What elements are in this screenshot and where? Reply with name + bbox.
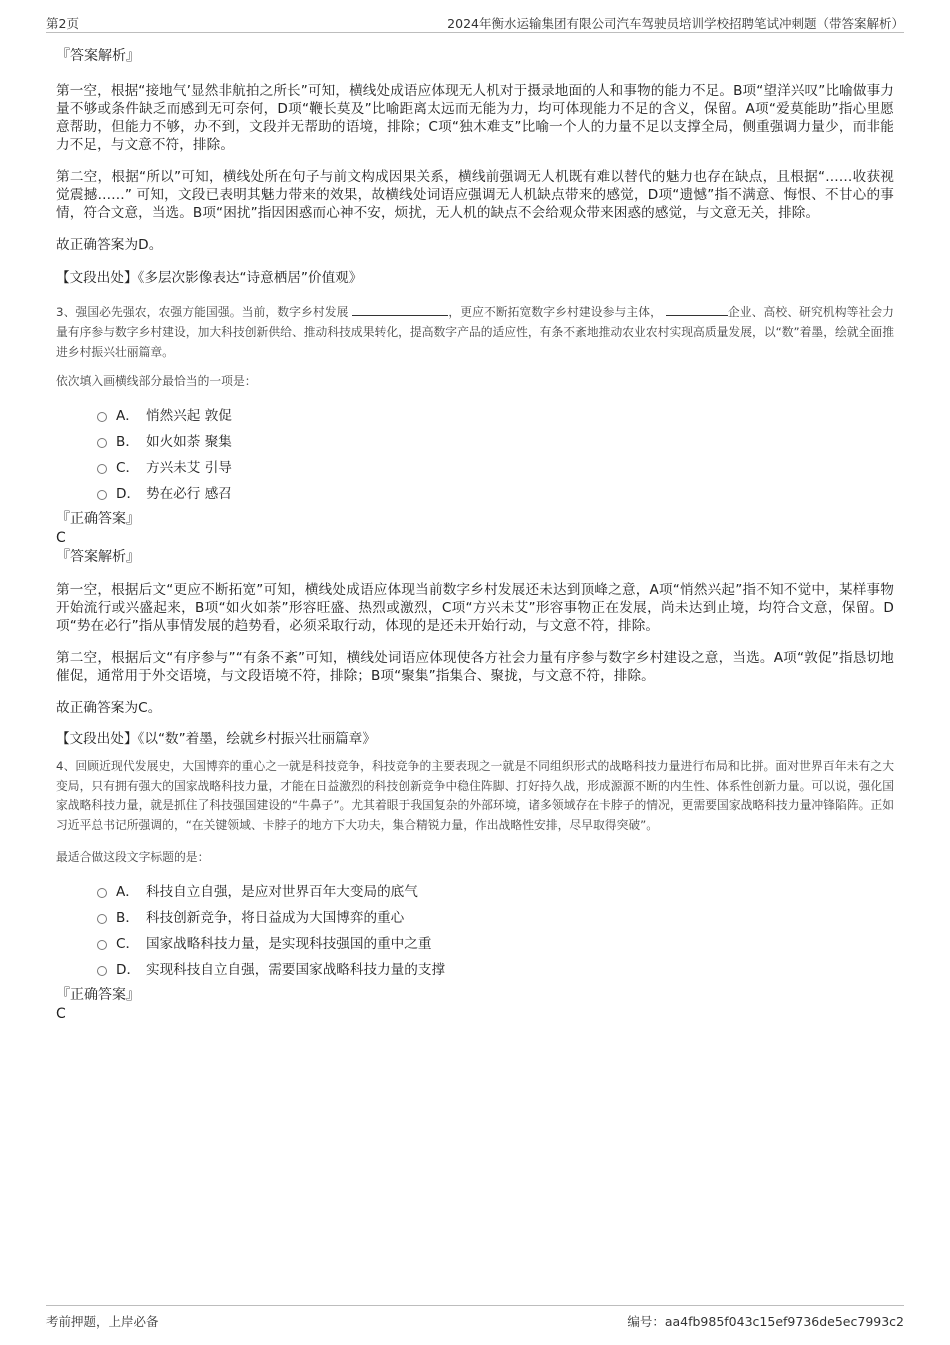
q3-stem [56,302,894,362]
q3-analysis-p2: 第二空，根据后文“有序参与”“有条不紊”可知，横线处词语应体现使各方社会力量有序参与数字乡村建设之意，当选。A项“敦促”指恳切地催促，通常用于外交语境，与文段语境不符，排除；B项“聚集”指集合、聚拢，与文意不符，排除。 [56,650,894,684]
q3-option-d[interactable]: D． 势在必行 感召 [56,481,894,507]
q2-conclusion: 故正确答案为D。 [56,237,163,253]
q4-correct-answer: C [56,1006,66,1022]
page-number: 第2页 [46,16,79,31]
radio-icon[interactable] [97,490,107,500]
q3-source: 【文段出处】《以“数”着墨，绘就乡村振兴壮丽篇章》 [56,731,376,747]
radio-icon[interactable] [97,966,107,976]
q3-conclusion: 故正确答案为C。 [56,700,162,716]
q2-analysis-p2: 第二空，根据“所以”可知，横线处所在句子与前文构成因果关系，横线前强调无人机既有难以替代的魅力也存在缺点，且根据“……收获视觉震撼……” 可知，文段已表明其魅力带来的效果，故横线处词语应强调无人机缺点带来的感觉，D项“遗憾”指不满意、悔恨、不甘心的事情，符合文意，当选。B项“困扰”指因困惑而心神不安，烦扰，无人机的缺点不会给观众带来困惑的感觉，与文意无关，排除。 [56,169,894,221]
q3-analysis-p1: 第一空，根据后文“更应不断拓宽”可知，横线处成语应体现当前数字乡村发展还未达到顶峰之意，A项“悄然兴起”指不知不觉中，某样事物开始流行或兴盛起来，B项“如火如荼”形容旺盛、热烈或激烈，C项“方兴未艾”形容事物正在发展，尚未达到止境，均符合文意，保留。D项“势在必行”指从事情发展的趋势看，必须采取行动，体现的是还未开始行动，与文意不符，排除。 [56,582,894,634]
q3-options [56,403,894,507]
q3-stem-part1: 3、强国必先强农，农强方能国强。当前，数字乡村发展 [56,305,349,319]
document-body [56,44,894,1023]
page-footer [46,1305,904,1328]
q3-correct-label: 『正确答案』 [56,511,140,527]
radio-icon[interactable] [97,888,107,898]
q3-analysis-label: 『答案解析』 [56,549,140,565]
q4-option-b[interactable]: B． 科技创新竞争，将日益成为大国博弈的重心 [56,905,894,931]
radio-icon[interactable] [97,940,107,950]
q4-stem: 4、回顾近现代发展史，大国博弈的重心之一就是科技竞争，科技竞争的主要表现之一就是不同组织形式的战略科技力量进行布局和比拼。面对世界百年未有之大变局，只有拥有强大的国家战略科技力量，才能在日益激烈的科技创新竞争中稳住阵脚、打好持久战，形成源源不断的内生性、体系性创新力量。可以说，强化国家战略科技力量，就是抓住了科技强国建设的“牛鼻子”。尤其着眼于我国复杂的外部环境，诸多领域存在卡脖子的情况，更需要国家战略科技力量冲锋陷阵。正如习近平总书记所强调的，“在关键领域、卡脖子的地方下大功夫，集合精锐力量，作出战略性安排，尽早取得突破”。 [56,759,895,832]
q2-analysis-label: 『答案解析』 [56,48,140,64]
q3-stem-part2: ，更应不断拓宽数字乡村建设参与主体， [448,305,662,319]
q3-stem-part3: 企业、高校、研究机构等社会力量有序参与数字乡村建设，加大科技创新供给、推动科技成果转化，提高数字产品的适应性，有条不紊地推动农业农村实现高质量发展，以“数”着墨，绘就全面推进乡村振兴壮丽篇章。 [56,305,895,359]
q3-blank-1 [352,303,448,316]
q4-instruction: 最适合做这段文字标题的是： [56,850,210,864]
q4-option-a[interactable]: A． 科技自立自强，是应对世界百年大变局的底气 [56,879,894,905]
q4-correct-label: 『正确答案』 [56,987,140,1003]
radio-icon[interactable] [97,914,107,924]
q3-option-c[interactable]: C． 方兴未艾 引导 [56,455,894,481]
q4-option-c[interactable]: C． 国家战略科技力量，是实现科技强国的重中之重 [56,931,894,957]
q2-analysis-p1: 第一空，根据“接地气’显然非航拍之所长”可知，横线处成语应体现无人机对于摄录地面的人和事物的能力不足。B项“望洋兴叹”比喻做事力量不够或条件缺乏而感到无可奈何，D项“鞭长莫及”比喻距离太远而无能为力，均可体现能力不足的含义，保留。A项“爱莫能助”指心里愿意帮助，但能力不够，办不到，文段并无帮助的语境，排除；C项“独木难支”比喻一个人的力量不足以支撑全局，侧重强调力量少，而非能力不足，与文意不符，排除。 [56,83,894,153]
page-header [46,12,904,33]
q2-source: 【文段出处】《多层次影像表达“诗意栖居”价值观》 [56,270,363,286]
radio-icon[interactable] [97,412,107,422]
q4-option-d[interactable]: D． 实现科技自立自强，需要国家战略科技力量的支撑 [56,957,894,983]
footer-slogan: 考前押题，上岸必备 [46,1314,159,1329]
q3-blank-2 [666,303,728,316]
radio-icon[interactable] [97,438,107,448]
q3-option-b[interactable]: B． 如火如荼 聚集 [56,429,894,455]
q3-option-a[interactable]: A． 悄然兴起 敦促 [56,403,894,429]
q3-correct-answer: C [56,530,66,546]
q4-options [56,879,894,983]
q3-instruction: 依次填入画横线部分最恰当的一项是： [56,374,257,388]
document-title: 2024年衡水运输集团有限公司汽车驾驶员培训学校招聘笔试冲刺题（带答案解析） [447,16,904,31]
radio-icon[interactable] [97,464,107,474]
document-id: 编号：aa4fb985f043c15ef9736de5ec7993c2 [627,1314,904,1329]
